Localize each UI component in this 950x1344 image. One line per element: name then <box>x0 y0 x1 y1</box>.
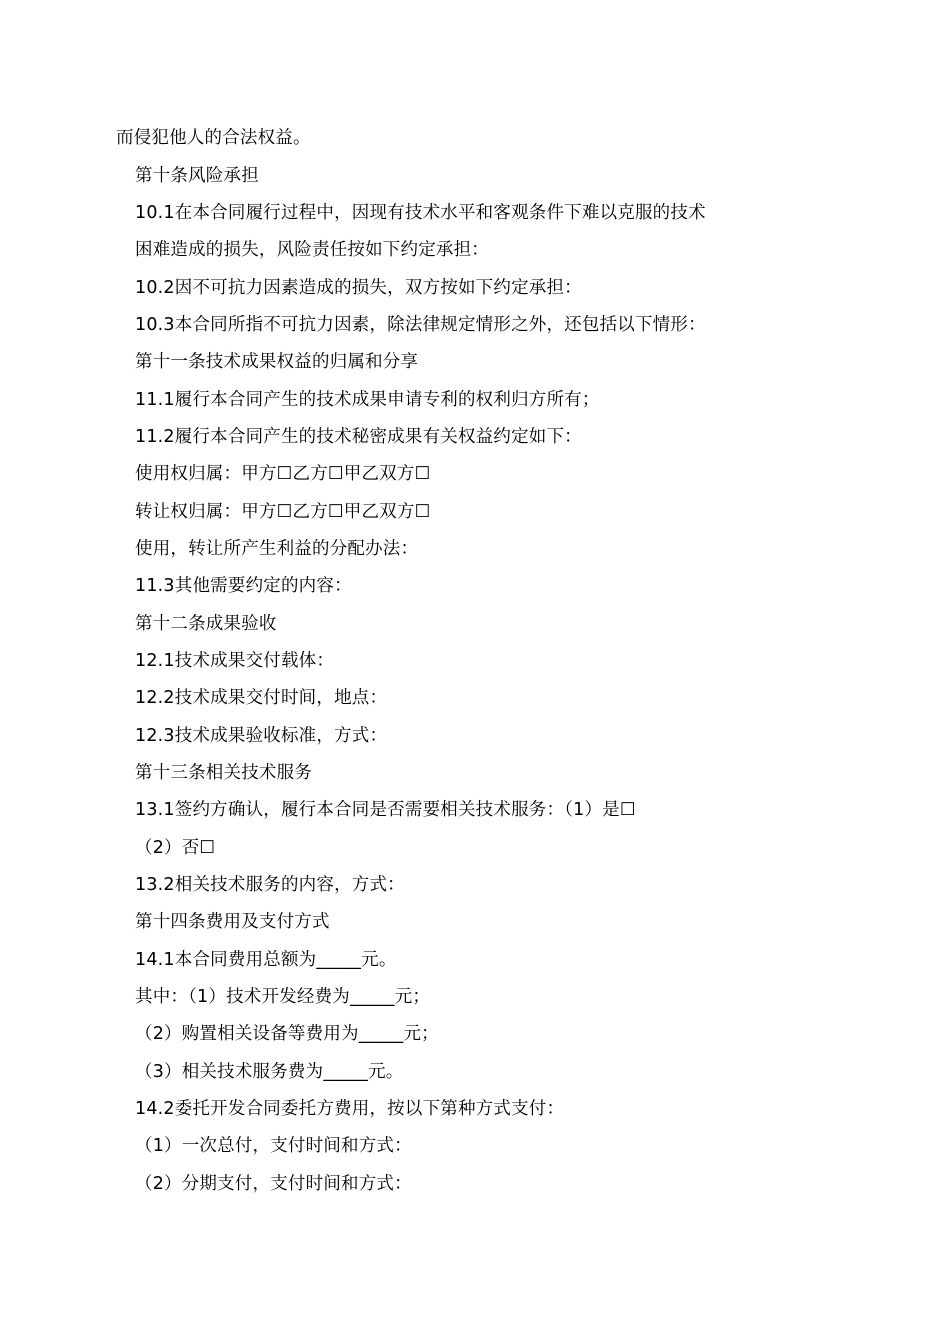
transfer-rights-line: 转让权归属：甲方☐乙方☐甲乙双方☐ <box>135 502 431 522</box>
clause-10-1-cont: 困难造成的损失，风险责任按如下约定承担： <box>135 240 489 260</box>
text-line-continuation: 而侵犯他人的合法权益。 <box>116 128 311 148</box>
clause-11-2: 11.2履行本合同产生的技术秘密成果有关权益约定如下： <box>135 427 582 447</box>
clause-10-3: 10.3本合同所指不可抗力因素，除法律规定情形之外，还包括以下情形： <box>135 315 706 335</box>
usage-rights-line: 使用权归属：甲方☐乙方☐甲乙双方☐ <box>135 464 431 484</box>
clause-12-1: 12.1技术成果交付载体： <box>135 651 335 671</box>
payment-option-2: （2）分期支付，支付时间和方式： <box>135 1174 412 1194</box>
section-heading-10: 第十条风险承担 <box>135 166 259 186</box>
clause-11-3: 11.3其他需要约定的内容： <box>135 576 352 596</box>
section-heading-11: 第十一条技术成果权益的归属和分享 <box>135 352 419 372</box>
fee-item-2: （2）购置相关设备等费用为_____元； <box>135 1024 439 1044</box>
section-heading-14: 第十四条费用及支付方式 <box>135 912 330 932</box>
clause-13-1: 13.1签约方确认，履行本合同是否需要相关技术服务：（1）是☐ <box>135 800 636 820</box>
clause-13-1-cont: （2）否☐ <box>135 838 216 858</box>
clause-12-2: 12.2技术成果交付时间，地点： <box>135 688 388 708</box>
clause-14-2: 14.2委托开发合同委托方费用，按以下第种方式支付： <box>135 1099 565 1119</box>
fee-item-3: （3）相关技术服务费为_____元。 <box>135 1062 404 1082</box>
section-heading-12: 第十二条成果验收 <box>135 614 277 634</box>
clause-10-2: 10.2因不可抗力因素造成的损失，双方按如下约定承担： <box>135 278 582 298</box>
section-heading-13: 第十三条相关技术服务 <box>135 763 312 783</box>
fee-item-1: 其中：（1）技术开发经费为_____元； <box>135 987 431 1007</box>
clause-12-3: 12.3技术成果验收标准，方式： <box>135 726 388 746</box>
clause-10-1: 10.1在本合同履行过程中，因现有技术水平和客观条件下难以克服的技术 <box>135 203 706 223</box>
profit-distribution-line: 使用，转让所产生利益的分配办法： <box>135 539 419 559</box>
clause-13-2: 13.2相关技术服务的内容，方式： <box>135 875 405 895</box>
clause-11-1: 11.1履行本合同产生的技术成果申请专利的权利归方所有； <box>135 390 600 410</box>
clause-14-1: 14.1本合同费用总额为_____元。 <box>135 950 397 970</box>
payment-option-1: （1）一次总付，支付时间和方式： <box>135 1136 412 1156</box>
